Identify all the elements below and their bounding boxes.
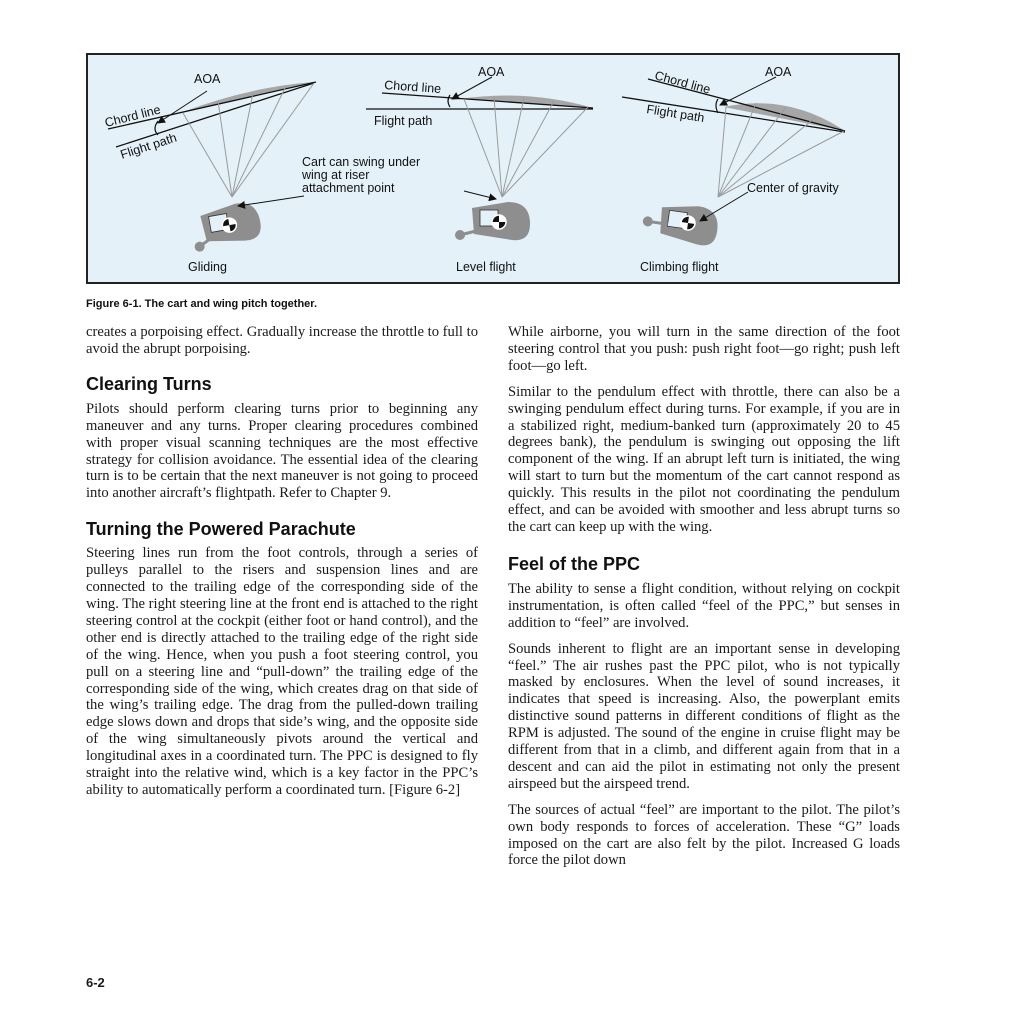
level-panel [366,65,593,274]
level-lines [464,97,588,197]
figure-6-1 [86,53,900,284]
level-flight-label: Flight path [374,114,433,128]
left-column [86,324,478,808]
gliding-panel-label: Gliding [188,260,227,274]
level-panel-label: Level flight [456,260,516,274]
paragraph: Pilots should perform clearing turns prior to beginning any maneuver and any turns. Proper clearing procedures combined with proper visual scanning techniques are the most effective strategy for collision avoidance. The essential idea of the clearing turn is to be certain that the next maneuver is not going to proceed into another aircraft’s flightpath. Refer to Chapter 9. [86,400,478,502]
gliding-chord-label: Chord line [103,102,163,130]
heading-clearing-turns: Clearing Turns [86,373,212,394]
paragraph: Steering lines run from the foot controls, through a series of pulleys parallel to the risers and suspension lines and are connected to the trailing edge of the corresponding side of the wing. The right steering line at the front end is attached to the right steering control at the cockpit (either foot or hand control), and the other end is directly attached to the trailing edge of the right side of the wing. Hence, when you push a foot steering control, you pull on a steering line and “pull-down” the trailing edge of the corresponding side of the wing, which creates drag on that side of the wing’s trailing edge. The drag from the pulled-down trailing edge slows down and drops that side’s wing, and the opposite side of the wing simultaneously pivots around the vertical and longitudinal axes in a coordinated turn. The PPC is designed to fly straight into the relative wind, which is a key factor in the PPC’s ability to automatically perform a coordinated turn. [Figure 6-2] [86,545,478,798]
climbing-panel-label: Climbing flight [640,260,719,274]
gliding-lines [183,83,314,197]
level-cart [455,202,530,240]
cart-note-line-2: wing at riser [302,168,370,182]
cart-note [238,155,496,206]
paragraph: The ability to sense a flight condition, without relying on cockpit instrumentation, is often called “feel of the PPC,” but senses in addition to “feel” are involved. [508,580,900,631]
gliding-panel [103,72,316,274]
gliding-flight-label: Flight path [118,130,179,162]
level-chord-label: Chord line [383,78,442,96]
gliding-aoa-label: AOA [194,72,221,86]
paragraph: Similar to the pendulum effect with throttle, there can also be a swinging pendulum effect during turns. For example, if you are in a stabilized right, medium-banked turn (approximately 20 to 45 degrees bank), the pendulum is swinging out opposing the lift component of the wing. If an abrupt left turn is initiated, the wing will start to turn but the momentum of the cart cannot respond as quickly. This results in the pilot not coordinating the pendulum effect, and can be avoided with smoother and less abrupt turns so the cart can keep up with the wing. [508,383,900,535]
paragraph: creates a porpoising effect. Gradually increase the throttle to full to avoid the abrupt porpoising. [86,324,478,357]
heading-turning: Turning the Powered Parachute [86,519,356,540]
level-aoa-label: AOA [478,65,505,79]
cart-note-line-3: attachment point [302,181,395,195]
heading-feel-of-ppc: Feel of the PPC [508,553,641,574]
pitch-diagram [88,55,898,282]
gliding-cart [188,200,263,252]
paragraph: Sounds inherent to flight are an important sense in developing “feel.” The air rushes past the PPC pilot, who is not typically masked by enclosures. When the level of sound increases, it indicates that speed is increasing. Also, the powerplant emits distinctive sound patterns in different conditions of flight as the RPM is adjusted. The sound of the engine in cruise flight may be different from that in a climb, and different again from that in a descent and can aid the pilot in estimating not only the present airspeed but the airspeed trend. [508,640,900,792]
paragraph: The sources of actual “feel” are important to the pilot. The pilot’s own body responds to forces of acceleration. These “G” loads imposed on the cart are also felt by the pilot. Increased G loads force the pilot down [508,801,900,869]
climbing-flight-label: Flight path [645,102,706,126]
figure-caption: Figure 6-1. The cart and wing pitch together. [86,298,318,310]
climbing-cart [641,199,721,247]
paragraph: While airborne, you will turn in the same direction of the foot steering control that you push: push right foot—go right; push left foot—go left. [508,324,900,374]
center-of-gravity-label: Center of gravity [747,181,839,195]
climbing-chord-label: Chord line [653,68,712,97]
climbing-panel [622,65,845,274]
page-number: 6-2 [86,975,105,990]
climbing-aoa-label: AOA [765,65,792,79]
right-column [508,324,900,878]
cart-note-line-1: Cart can swing under [302,155,421,169]
